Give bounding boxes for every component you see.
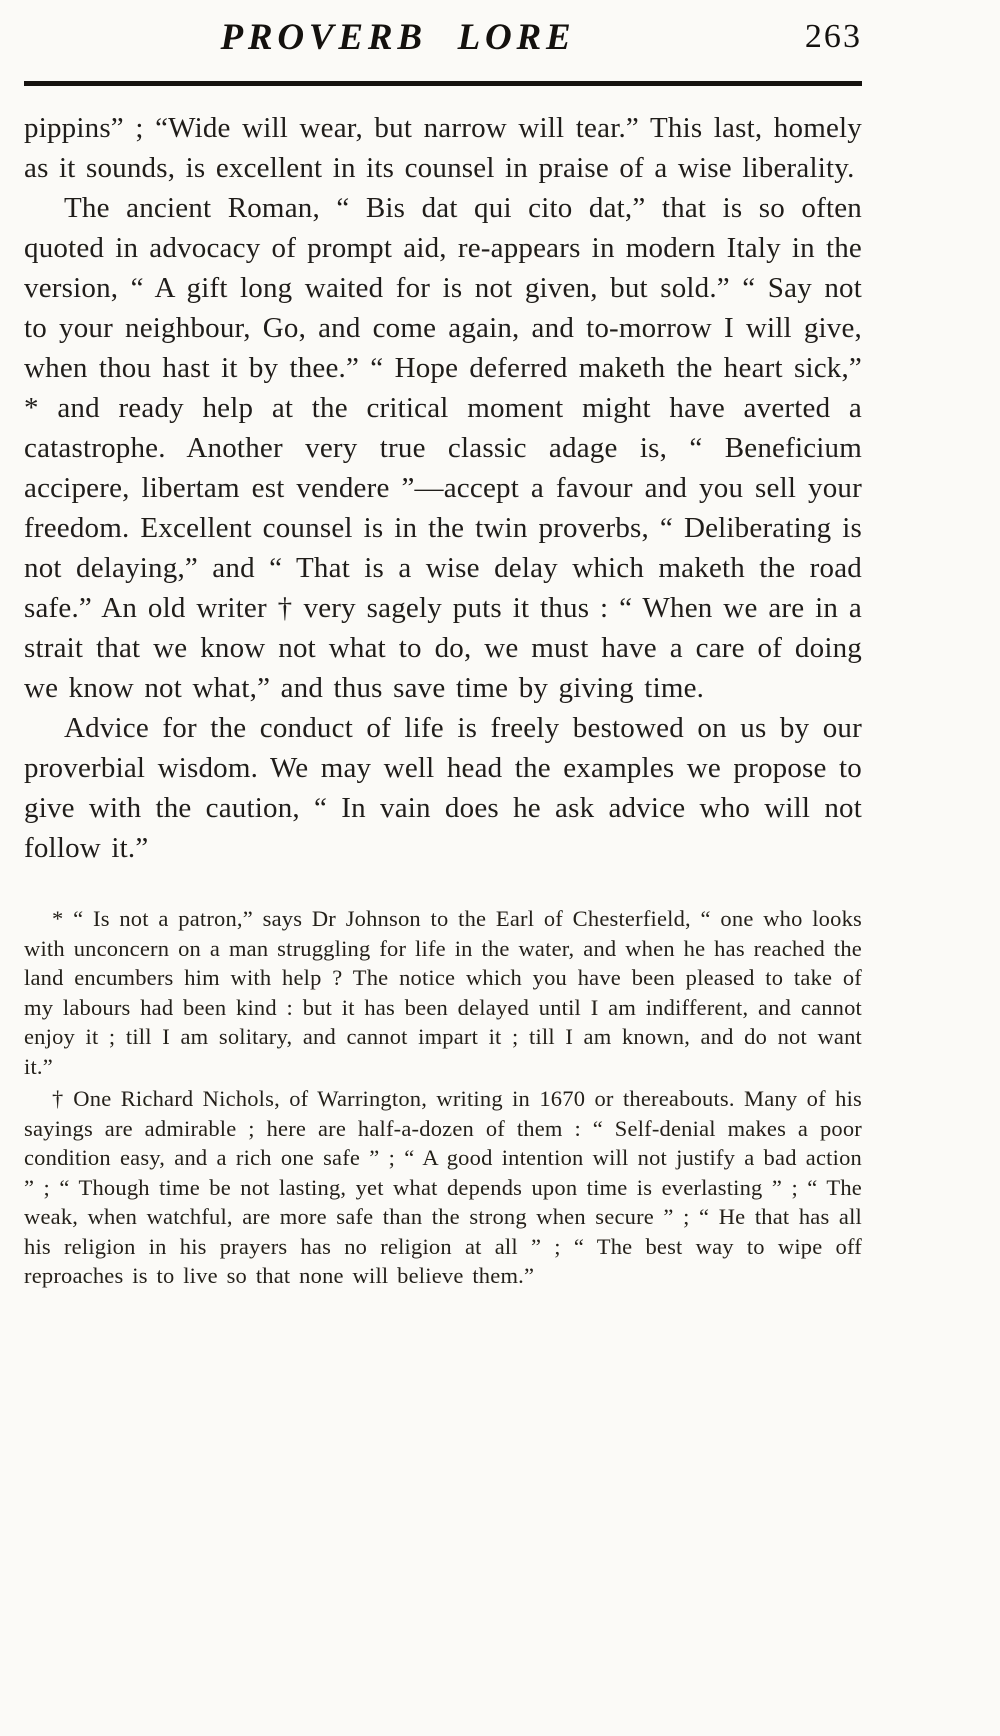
page-number: 263 [804,18,862,55]
footnotes-section [24,904,862,1291]
page-header [24,16,862,74]
header-rule [24,81,862,86]
paragraph: Advice for the conduct of life is freely bestowed on us by our proverbial wisdom. We may well head the examples we propose to give with the caution, “ In vain does he ask advice who will not follow it.” [24,712,862,864]
running-title: PROVERB LORE [220,17,576,58]
paragraph: The ancient Roman, “ Bis dat qui cito dat,” that is so often quoted in advocacy of prompt aid, re-appears in modern Italy in the version, “ A gift long waited for is not given, but sold.” “ Say not to your neighbour, Go, and come again, and to-morrow I will give, when thou hast it by thee.” “ Hope deferred maketh the heart sick,” * and ready help at the critical moment might have averted a catastrophe. Another very true classic adage is, “ Beneficium accipere, libertam est vendere ”—accept a favour and you sell your freedom. Excellent counsel is in the twin proverbs, “ Deliberating is not delaying,” and “ That is a wise delay which maketh the road safe.” An old writer † very sagely puts it thus : “ When we are in a strait that we know not what to do, we must have a care of doing we know not what,” and thus save time by giving time. [24,192,862,704]
footnote-dagger: † One Richard Nichols, of Warrington, writing in 1670 or thereabouts. Many of his sayings are admirable ; here are half-a-dozen of them : “ Self-denial makes a poor condition easy, and a rich one safe ” ; “ A good intention will not justify a bad action ” ; “ Though time be not lasting, yet what depends upon time is everlasting ” ; “ The weak, when watchful, are more safe than the strong when secure ” ; “ He that has all his religion in his prayers has no religion at all ” ; “ The best way to wipe off reproaches is to live so that none will believe them.” [24,1086,862,1288]
body-text [24,108,862,868]
paragraph-continuation: pippins” ; “Wide will wear, but narrow will tear.” This last, homely as it sounds, is excellent in its counsel in praise of a wise liberality. [24,112,862,184]
footnote-asterisk: * “ Is not a patron,” says Dr Johnson to the Earl of Chesterfield, “ one who looks with unconcern on a man struggling for life in the water, and when he has reached the land encumbers him with help ? The notice which you have been pleased to take of my labours had been kind : but it has been delayed until I am indifferent, and cannot enjoy it ; till I am solitary, and cannot impart it ; till I am known, and do not want it.” [24,906,862,1079]
